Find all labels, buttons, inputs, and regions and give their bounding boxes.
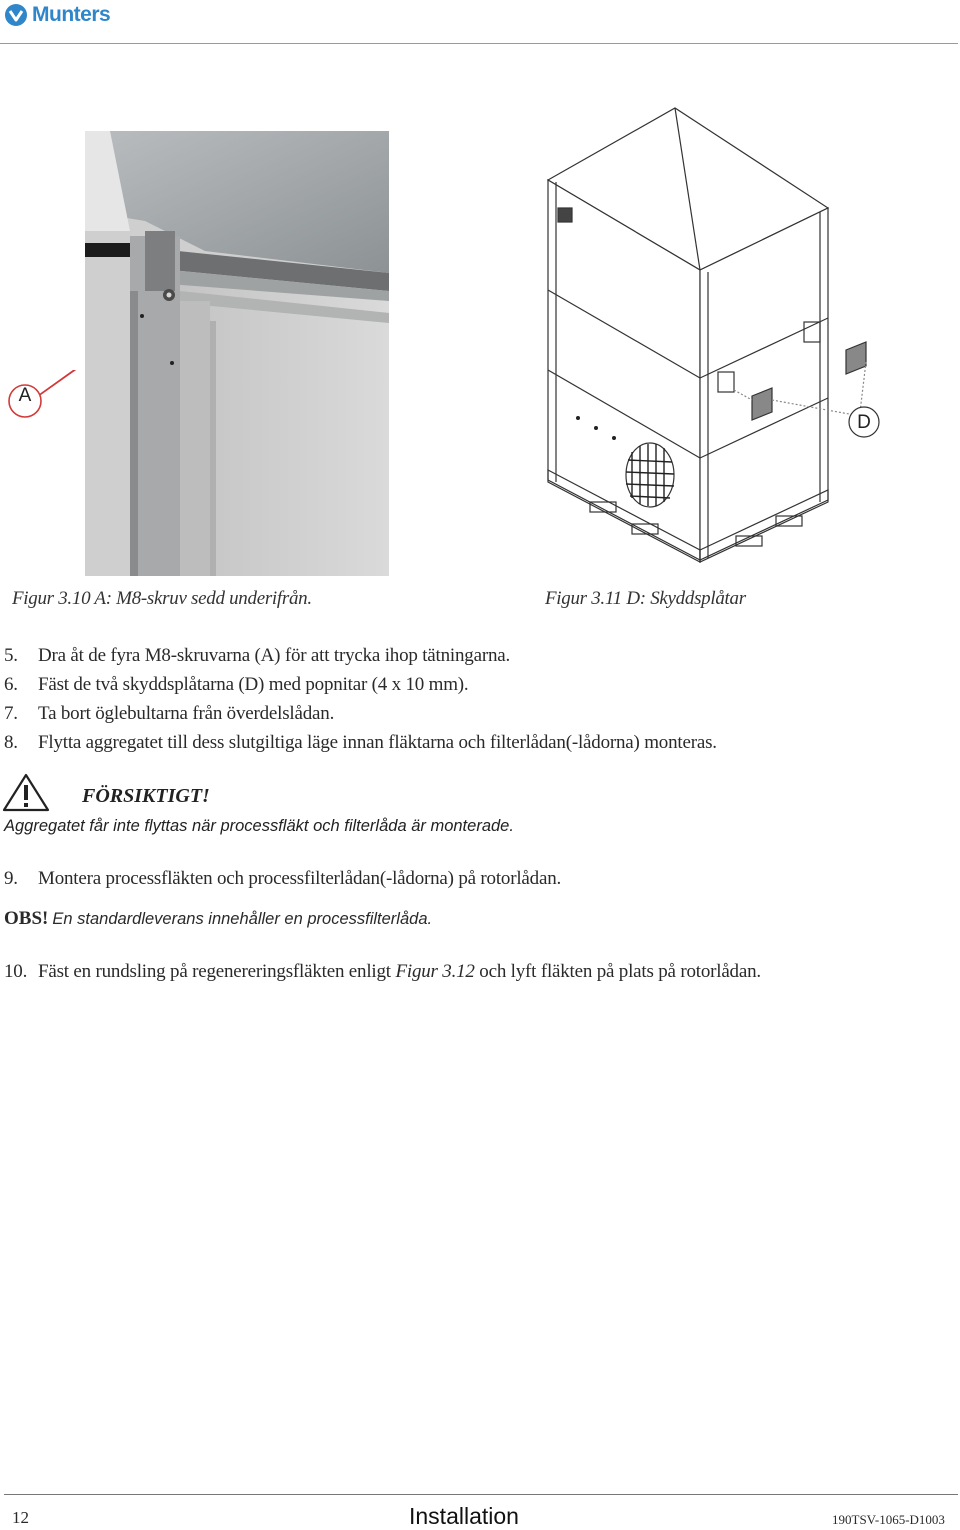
figure-caption-left: Figur 3.10 A: M8-skruv sedd underifrån.	[12, 588, 312, 609]
photo-m8-screw	[85, 131, 389, 576]
callout-a-label: A	[18, 385, 32, 406]
brand-name: Munters	[32, 3, 111, 26]
list-item: 5. Dra åt de fyra M8-skruvarna (A) för att trycka ihop tätningarna.	[4, 645, 511, 666]
list-item: 8. Flytta aggregatet till dess slutgiltiga läge innan fläktarna och filterlådan(-lådorna) monteras.	[4, 732, 717, 753]
callout-d-label: D	[857, 412, 871, 433]
footer-divider	[4, 1494, 958, 1495]
header-divider	[0, 43, 958, 44]
page-number: 12	[12, 1508, 29, 1527]
list-item: 6. Fäst de två skyddsplåtarna (D) med popnitar (4 x 10 mm).	[4, 674, 469, 695]
list-item: 9. Montera processfläkten och processfilterlådan(-lådorna) på rotorlådan.	[4, 868, 562, 889]
document-id: 190TSV-1065-D1003	[832, 1512, 945, 1527]
list-item: 10. Fäst en rundsling på regenereringsfläkten enligt Figur 3.12 och lyft fläkten på plats på rotorlådan.	[4, 961, 761, 982]
list-item: 7. Ta bort öglebultarna från överdelslådan.	[4, 703, 335, 724]
munters-logo-icon	[4, 3, 28, 27]
obs-label: OBS!	[4, 908, 49, 929]
warning-text: Aggregatet får inte flyttas när processfläkt och filterlåda är monterade.	[4, 817, 514, 835]
section-title: Installation	[409, 1503, 519, 1529]
figure-caption-right: Figur 3.11 D: Skyddsplåtar	[545, 588, 746, 609]
munters-logo	[4, 2, 110, 28]
warning-icon	[2, 772, 50, 817]
warning-title: FÖRSIKTIGT!	[82, 785, 210, 807]
obs-note	[4, 908, 432, 930]
obs-text: En standardleverans innehåller en processfilterlåda.	[52, 910, 433, 928]
figure-reference: Figur 3.12	[395, 961, 475, 982]
drawing-unit-protection-plates	[520, 100, 890, 570]
